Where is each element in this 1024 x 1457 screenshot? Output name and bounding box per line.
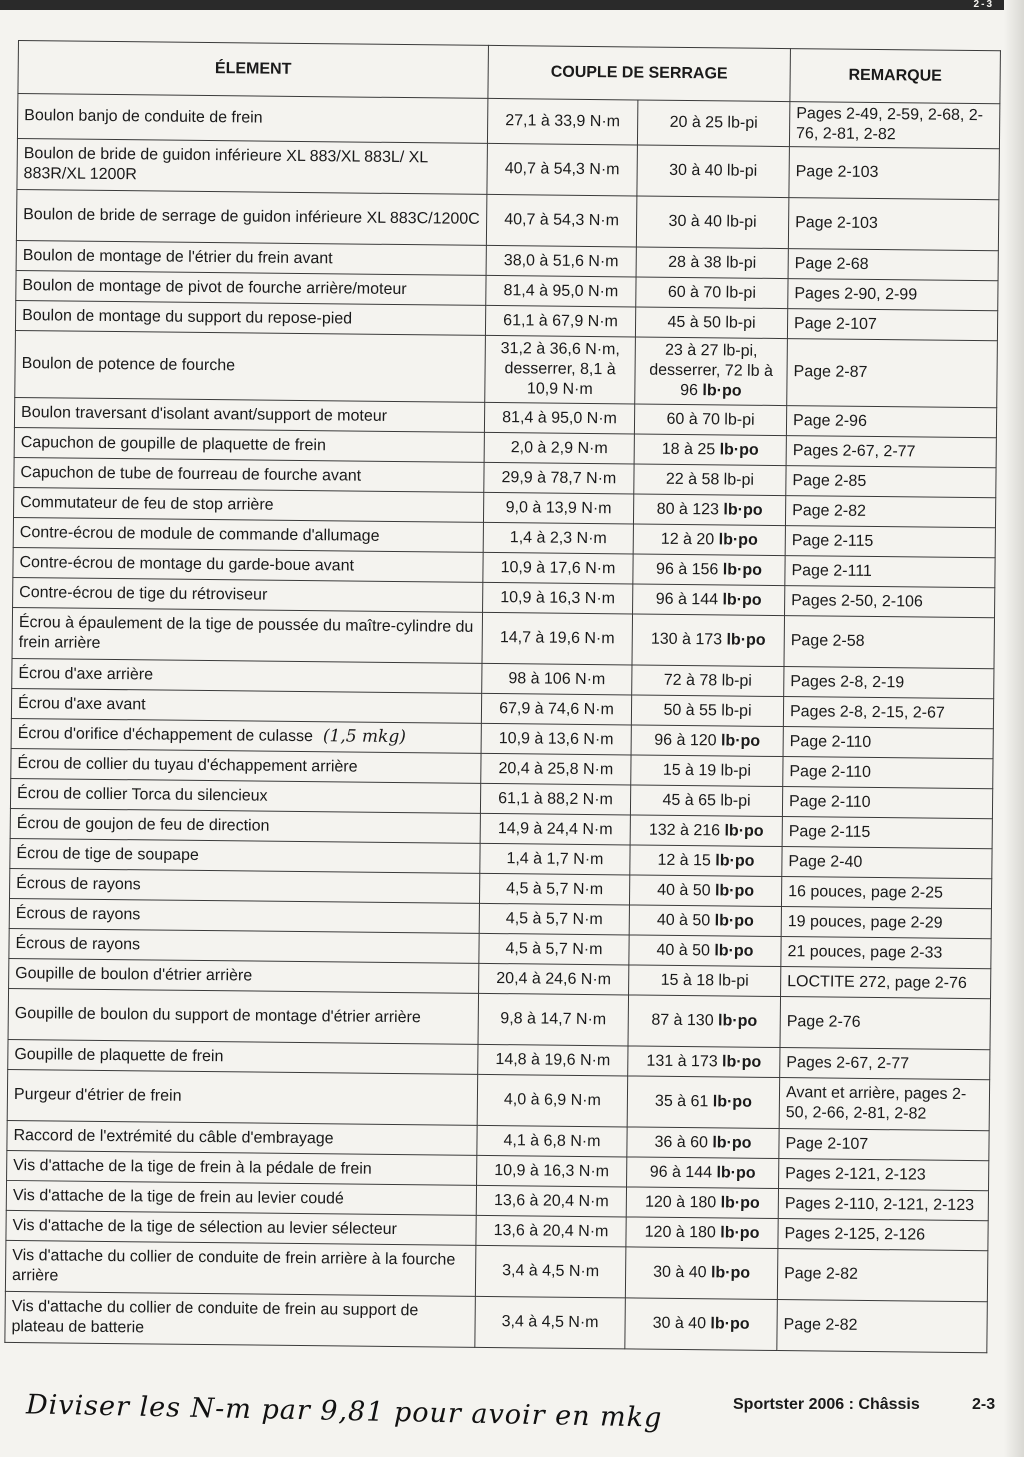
cell-torque-nm: 1,4 à 2,3 N·m (483, 522, 633, 554)
cell-torque-imperial: 30 à 40 lb-pi (637, 145, 790, 198)
header-torque: COUPLE DE SERRAGE (488, 45, 791, 101)
element-text: Boulon de montage de l'étrier du frein avant (22, 246, 333, 267)
cell-element (9, 928, 479, 963)
cell-element (10, 778, 480, 813)
element-text: Boulon traversant d'isolant avant/support de moteur (21, 403, 388, 425)
cell-remark: Page 2-87 (787, 339, 998, 408)
element-text: Contre-écrou de tige du rétroviseur (19, 583, 268, 604)
cell-remark: Page 2-103 (788, 198, 999, 251)
cell-torque-imperial (633, 494, 785, 526)
cell-remark: Pages 2-8, 2-15, 2-67 (783, 697, 993, 729)
torque-imperial-value: 40 à 50 (657, 881, 716, 899)
cell-remark: Page 2-68 (788, 249, 998, 281)
torque-imperial-value: 96 à 144 (649, 1163, 717, 1181)
cell-torque-imperial: 20 à 25 lb-pi (637, 100, 789, 147)
cell-torque-nm: 3,4 à 4,5 N·m (475, 1245, 626, 1298)
cell-remark: Page 2-40 (782, 847, 992, 879)
cell-torque-nm: 13,6 à 20,4 N·m (476, 1185, 626, 1217)
element-text: Écrou d'axe avant (17, 694, 146, 713)
cell-remark: Page 2-96 (786, 406, 996, 438)
cell-torque-nm: 81,4 à 95,0 N·m (484, 402, 634, 434)
torque-imperial-unit: lb·po (710, 1264, 751, 1282)
cell-torque-imperial: 15 à 18 lb-pi (629, 965, 781, 997)
torque-imperial-value: 30 à 40 (653, 1263, 712, 1282)
cell-remark: Pages 2-125, 2-126 (778, 1219, 988, 1251)
cell-element (10, 808, 480, 843)
element-text: Goupille de plaquette de frein (14, 1045, 224, 1065)
torque-imperial-unit: lb·po (712, 1093, 752, 1111)
cell-remark: Pages 2-110, 2-121, 2-123 (778, 1189, 988, 1221)
cell-torque-nm: 27,1 à 33,9 N·m (487, 98, 637, 145)
torque-imperial-unit: lb·po (720, 731, 761, 750)
cell-torque-imperial (630, 845, 782, 877)
element-text: Écrous de rayons (16, 874, 141, 893)
cell-remark: Pages 2-8, 2-19 (784, 667, 994, 699)
cell-torque-nm: 4,5 à 5,7 N·m (479, 903, 629, 935)
cell-torque-imperial: 22 à 58 lb-pi (634, 464, 786, 496)
cell-element (6, 1180, 476, 1215)
torque-imperial-value: 120 à 180 (644, 1223, 721, 1241)
torque-imperial-value: 80 à 123 (656, 500, 724, 518)
cell-element (16, 189, 487, 245)
cell-remark: Page 2-107 (787, 309, 997, 341)
cell-element (12, 607, 483, 663)
cell-remark: Pages 2-67, 2-77 (786, 436, 996, 468)
header-remark: REMARQUE (790, 49, 1001, 104)
cell-torque-nm: 61,1 à 88,2 N·m (480, 783, 630, 815)
element-text: Écrous de rayons (15, 904, 141, 923)
cell-torque-imperial (626, 1217, 778, 1249)
element-text: Écrou de goujon de feu de direction (16, 814, 270, 835)
cell-remark: Page 2-82 (777, 1249, 988, 1302)
cell-torque-imperial (629, 935, 781, 967)
cell-torque-imperial: 15 à 19 lb-pi (631, 755, 783, 787)
table-body (5, 94, 1000, 1353)
cell-torque-imperial: 45 à 50 lb-pi (635, 307, 787, 339)
cell-element (9, 958, 479, 993)
torque-imperial-unit: lb·po (718, 1012, 758, 1030)
torque-imperial-unit: lb·po (722, 590, 762, 609)
torque-imperial-unit: lb·po (718, 530, 758, 549)
cell-element (11, 748, 481, 783)
cell-element (10, 868, 480, 903)
cell-torque-nm: 3,4 à 4,5 N·m (475, 1296, 626, 1349)
torque-imperial-value: 36 à 60 (654, 1133, 713, 1151)
element-text: Capuchon de goupille de plaquette de frein (20, 433, 326, 454)
element-text: Boulon de bride de serrage de guidon inférieure XL 883C/1200C (23, 206, 480, 228)
element-text: Capuchon de tube de fourreau de fourche avant (20, 463, 362, 485)
cell-remark: 19 pouces, page 2-29 (781, 907, 991, 939)
handwritten-note: Diviser les N-m par 9,81 pour avoir en mkg (25, 1389, 663, 1434)
torque-imperial-unit: lb·po (719, 440, 759, 459)
cell-torque-nm: 20,4 à 24,6 N·m (479, 963, 629, 995)
element-text: Goupille de boulon du support de montage d'étrier arrière (14, 1005, 421, 1027)
element-text: Vis d'attache du collier de conduite de frein arrière à la fourche arrière (11, 1247, 456, 1285)
cell-torque-nm: 9,8 à 14,7 N·m (478, 993, 629, 1046)
torque-imperial-value: 12 à 15 (657, 851, 716, 869)
top-band-ref: 2-3 (973, 0, 994, 10)
element-text: Vis d'attache du collier de conduite de frein au support de plateau de batterie (11, 1298, 419, 1337)
torque-imperial-unit: lb·po (710, 1315, 750, 1333)
cell-element (15, 300, 485, 335)
cell-torque-imperial (627, 1076, 780, 1129)
cell-torque-nm: 67,9 à 74,6 N·m (481, 693, 631, 725)
cell-torque-imperial (629, 905, 781, 937)
cell-torque-imperial: 60 à 70 lb-pi (636, 277, 788, 309)
element-text: Commutateur de feu de stop arrière (20, 493, 274, 514)
table-row (15, 330, 998, 407)
cell-torque-imperial: 28 à 38 lb-pi (636, 247, 788, 279)
cell-element (14, 457, 484, 492)
cell-element (7, 1120, 477, 1155)
torque-table (4, 40, 1001, 1353)
cell-remark: LOCTITE 272, page 2-76 (781, 967, 991, 999)
element-text: Écrou de collier du tuyau d'échappement arrière (17, 754, 358, 776)
cell-torque-imperial (628, 995, 781, 1048)
cell-torque-imperial (630, 815, 782, 847)
cell-torque-nm: 61,1 à 67,9 N·m (485, 305, 635, 337)
page-edge (1004, 0, 1024, 1457)
element-text: Boulon de potence de fourche (21, 355, 236, 375)
cell-torque-nm: 40,7 à 54,3 N·m (486, 194, 637, 247)
cell-torque-imperial: 72 à 78 lb-pi (632, 665, 784, 697)
torque-imperial-value: 120 à 180 (644, 1193, 721, 1211)
torque-imperial-value: 96 à 156 (656, 560, 723, 578)
cell-torque-nm: 4,5 à 5,7 N·m (479, 933, 629, 965)
cell-torque-nm: 20,4 à 25,8 N·m (481, 753, 631, 785)
footer-title: Sportster 2006 : Châssis (733, 1396, 920, 1413)
cell-element (13, 577, 483, 612)
cell-torque-imperial (633, 584, 785, 616)
element-text: Écrou d'axe arrière (18, 664, 154, 683)
cell-torque-imperial (634, 434, 786, 466)
cell-torque-nm: 81,4 à 95,0 N·m (486, 275, 636, 307)
cell-torque-imperial (635, 337, 788, 406)
cell-torque-nm: 98 à 106 N·m (482, 663, 632, 695)
cell-remark: Pages 2-67, 2-77 (780, 1048, 990, 1080)
cell-torque-nm: 10,9 à 17,6 N·m (483, 552, 633, 584)
cell-element (5, 1291, 476, 1347)
cell-remark: Page 2-76 (780, 997, 991, 1050)
cell-element (17, 138, 488, 194)
cell-torque-imperial (633, 554, 785, 586)
cell-remark: Pages 2-121, 2-123 (779, 1159, 989, 1191)
torque-imperial-unit: lb·po (714, 911, 754, 930)
cell-torque-imperial: 45 à 65 lb-pi (630, 785, 782, 817)
cell-element (5, 1240, 476, 1296)
element-text: Écrou d'orifice d'échappement de culasse (17, 725, 313, 746)
torque-imperial-value: 30 à 40 (652, 1314, 711, 1333)
torque-imperial-value: 18 à 25 (661, 440, 720, 458)
cell-torque-nm: 10,9 à 13,6 N·m (481, 723, 631, 755)
torque-imperial-unit: lb·po (720, 1193, 760, 1212)
cell-remark: Page 2-115 (782, 817, 992, 849)
cell-element (7, 1150, 477, 1185)
cell-element (17, 94, 487, 144)
cell-element (6, 1210, 476, 1245)
torque-imperial-unit: lb·po (714, 941, 754, 960)
cell-element (14, 397, 484, 432)
cell-element (16, 240, 486, 275)
element-text: Vis d'attache de la tige de sélection au levier sélecteur (12, 1216, 397, 1238)
torque-imperial-unit: lb·po (722, 560, 763, 579)
torque-imperial-value: 131 à 173 (646, 1052, 723, 1070)
torque-imperial-unit: lb·po (702, 382, 742, 400)
cell-element (13, 517, 483, 552)
cell-torque-nm: 13,6 à 20,4 N·m (476, 1215, 626, 1247)
cell-remark: Page 2-58 (784, 616, 995, 669)
cell-element (9, 898, 479, 933)
element-text: Vis d'attache de la tige de frein au levier coudé (12, 1186, 344, 1207)
cell-element (7, 1069, 478, 1125)
torque-imperial-unit: lb·po (715, 851, 755, 870)
element-text: Boulon de montage de pivot de fourche arrière/moteur (22, 276, 407, 298)
element-text: Goupille de boulon d'étrier arrière (15, 964, 253, 985)
torque-imperial-unit: lb·po (722, 1052, 762, 1071)
element-text: Écrou à épaulement de la tige de poussée du maître-cylindre du frein arrière (18, 614, 474, 652)
cell-torque-imperial (625, 1298, 778, 1351)
cell-torque-imperial (627, 1157, 779, 1189)
cell-element (13, 487, 483, 522)
element-text: Purgeur d'étrier de frein (13, 1086, 182, 1105)
cell-torque-nm: 14,9 à 24,4 N·m (480, 813, 630, 845)
element-text: Écrous de rayons (15, 934, 141, 953)
cell-element (8, 1039, 478, 1074)
cell-torque-imperial: 30 à 40 lb-pi (636, 196, 789, 249)
torque-imperial-unit: lb·po (724, 821, 764, 840)
torque-imperial-unit: lb·po (723, 500, 763, 519)
cell-element (15, 330, 486, 402)
element-text: Raccord de l'extrémité du câble d'embrayage (13, 1126, 334, 1147)
cell-torque-imperial (631, 725, 783, 757)
cell-torque-imperial (627, 1127, 779, 1159)
cell-element (10, 838, 480, 873)
cell-remark: Pages 2-49, 2-59, 2-68, 2-76, 2-81, 2-82 (789, 102, 999, 149)
cell-torque-nm: 4,5 à 5,7 N·m (479, 873, 629, 905)
cell-element (16, 270, 486, 305)
cell-remark: Page 2-115 (785, 526, 995, 558)
element-text: Écrou de tige de soupape (16, 844, 199, 864)
torque-imperial-value: 96 à 120 (654, 731, 722, 749)
cell-remark: Pages 2-50, 2-106 (785, 586, 995, 618)
torque-imperial-value: 132 à 216 (648, 821, 725, 839)
torque-imperial-value: 40 à 50 (656, 941, 715, 959)
cell-remark: Page 2-110 (783, 727, 993, 759)
cell-element (13, 547, 483, 582)
torque-imperial-value: 12 à 20 (660, 530, 719, 548)
cell-torque-nm: 14,8 à 19,6 N·m (478, 1044, 628, 1076)
element-text: Contre-écrou de module de commande d'allumage (19, 523, 380, 545)
cell-torque-nm: 38,0 à 51,6 N·m (486, 245, 636, 277)
torque-imperial-unit: lb·po (716, 1163, 756, 1182)
cell-torque-imperial (633, 524, 785, 556)
cell-torque-nm: 10,9 à 16,3 N·m (477, 1155, 627, 1187)
cell-remark: Page 2-82 (785, 496, 995, 528)
cell-element (14, 427, 484, 462)
cell-torque-imperial (632, 614, 785, 667)
element-text: Boulon de montage du support du repose-pied (22, 306, 353, 328)
cell-torque-nm: 4,0 à 6,9 N·m (477, 1074, 628, 1127)
cell-torque-nm: 29,9 à 78,7 N·m (484, 462, 634, 494)
torque-imperial-value: 35 à 61 (654, 1092, 713, 1111)
cell-remark: Avant et arrière, pages 2-50, 2-66, 2-81, 2-82 (779, 1078, 990, 1131)
cell-torque-nm: 14,7 à 19,6 N·m (482, 612, 633, 665)
torque-imperial-value: 23 à 27 lb-pi, desserrer, 72 lb à 96 (649, 341, 773, 400)
torque-imperial-unit: lb·po (720, 1223, 760, 1242)
cell-remark: Page 2-110 (783, 757, 993, 789)
footer-page-number: 2-3 (972, 1396, 996, 1413)
table-row (5, 1291, 987, 1352)
cell-element (12, 658, 482, 693)
cell-remark: 21 pouces, page 2-33 (781, 937, 991, 969)
torque-imperial-unit: lb·po (726, 631, 766, 649)
element-text: Contre-écrou de montage du garde-boue avant (19, 553, 355, 575)
cell-remark: Page 2-82 (777, 1300, 988, 1353)
cell-torque-imperial: 60 à 70 lb-pi (634, 404, 786, 436)
cell-torque-nm: 31,2 à 36,6 N·m, desserrer, 8,1 à 10,9 N·m (485, 335, 636, 404)
cell-torque-imperial (626, 1187, 778, 1219)
cell-torque-imperial (629, 875, 781, 907)
cell-remark: Page 2-107 (779, 1129, 989, 1161)
cell-remark: Page 2-110 (782, 787, 992, 819)
torque-imperial-value: 40 à 50 (656, 911, 715, 929)
cell-torque-imperial (625, 1247, 778, 1300)
top-band (0, 0, 1024, 10)
cell-torque-nm: 10,9 à 16,3 N·m (483, 582, 633, 614)
torque-imperial-value: 96 à 144 (655, 590, 723, 608)
torque-imperial-unit: lb·po (712, 1133, 752, 1152)
cell-torque-imperial (628, 1046, 780, 1078)
header-element: ÉLEMENT (18, 41, 489, 99)
cell-element (8, 988, 479, 1044)
torque-imperial-unit: lb·po (714, 881, 755, 900)
element-text: Écrou de collier Torca du silencieux (17, 784, 268, 805)
cell-remark: Pages 2-90, 2-99 (788, 279, 998, 311)
cell-torque-nm: 40,7 à 54,3 N·m (487, 143, 638, 196)
cell-remark: Page 2-85 (786, 466, 996, 498)
cell-torque-nm: 4,1 à 6,8 N·m (477, 1125, 627, 1157)
cell-remark: 16 pouces, page 2-25 (781, 877, 991, 909)
element-text: Boulon banjo de conduite de frein (24, 107, 263, 127)
cell-element (11, 718, 481, 753)
cell-torque-nm: 1,4 à 1,7 N·m (480, 843, 630, 875)
torque-imperial-value: 87 à 130 (651, 1011, 719, 1030)
element-text: Vis d'attache de la tige de frein à la pédale de frein (13, 1156, 372, 1178)
handwritten-annotation: (1,5 mkg) (322, 726, 407, 748)
cell-torque-nm: 9,0 à 13,9 N·m (483, 492, 633, 524)
cell-element (11, 688, 481, 723)
cell-remark: Page 2-103 (789, 147, 1000, 200)
cell-torque-nm: 2,0 à 2,9 N·m (484, 432, 634, 464)
cell-remark: Page 2-111 (785, 556, 995, 588)
cell-torque-imperial: 50 à 55 lb-pi (631, 695, 783, 727)
element-text: Boulon de bride de guidon inférieure XL 883/XL 883L/ XL 883R/XL 1200R (23, 145, 428, 184)
torque-imperial-value: 130 à 173 (650, 630, 727, 649)
